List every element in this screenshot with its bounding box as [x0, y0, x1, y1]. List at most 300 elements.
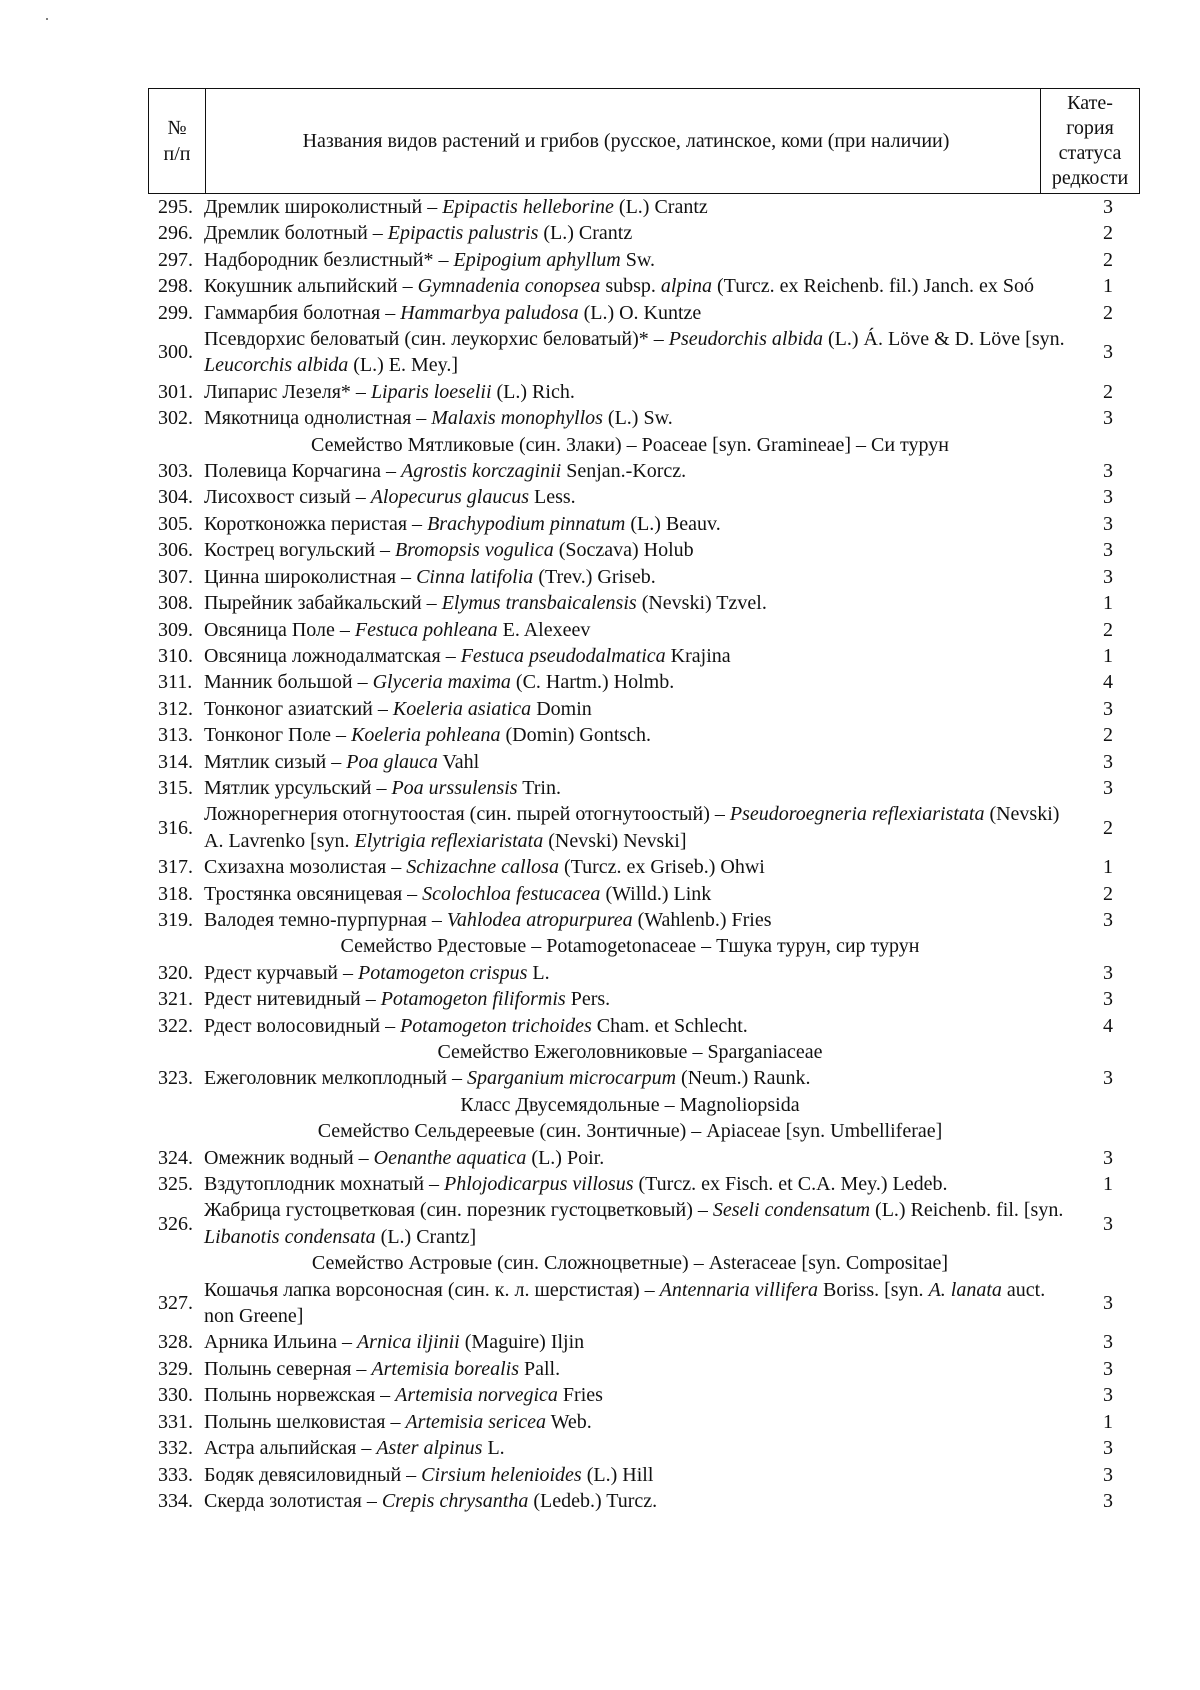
- species-row: [158, 881, 1128, 907]
- species-number: 315.: [158, 776, 193, 799]
- rarity-category: 3: [1103, 1331, 1113, 1354]
- name-text: (L.) Beauv.: [625, 512, 721, 535]
- rarity-category: 3: [1103, 1212, 1113, 1235]
- species-row: [158, 405, 1128, 431]
- latin-name: Potamogeton filiformis: [380, 988, 566, 1011]
- rarity-category: 3: [1103, 697, 1113, 720]
- latin-name: Sparganium microcarpum: [466, 1067, 677, 1090]
- name-text: Pall.: [519, 1357, 561, 1380]
- species-row: [158, 1145, 1128, 1171]
- species-row: [158, 801, 1128, 854]
- rarity-category: 3: [1103, 1146, 1113, 1169]
- species-row: [158, 749, 1128, 775]
- species-number: 295.: [158, 196, 193, 218]
- rarity-category: 1: [1103, 644, 1113, 667]
- species-number: 314.: [158, 750, 193, 773]
- species-number: 307.: [158, 565, 193, 588]
- latin-name: alpina: [660, 275, 713, 298]
- species-row: [158, 1382, 1128, 1408]
- species-name: [204, 749, 1088, 775]
- species-number: 326.: [158, 1212, 193, 1235]
- species-number: 298.: [158, 275, 193, 298]
- species-name: [204, 273, 1088, 299]
- species-row: [158, 300, 1128, 326]
- rarity-category: 3: [1103, 407, 1113, 430]
- rarity-category: 3: [1103, 961, 1113, 984]
- species-name: [204, 1171, 1088, 1197]
- species-name: [204, 564, 1088, 590]
- name-text: Vahl: [437, 750, 480, 773]
- name-text: Схизахна мозолистая –: [204, 856, 407, 879]
- name-text: Мятлик урсульский –: [204, 776, 392, 799]
- species-name: [204, 643, 1088, 669]
- species-number: 300.: [158, 341, 193, 364]
- name-text: Вздутоплодник мохнатый –: [204, 1173, 445, 1196]
- rarity-category: 3: [1103, 486, 1113, 509]
- species-row: [158, 696, 1128, 722]
- name-text: Boriss. [syn.: [817, 1278, 929, 1301]
- name-text: (L.) O. Kuntze: [578, 301, 702, 324]
- name-text: (L.) E. Mey.]: [348, 354, 459, 377]
- latin-name: Scolochloa festucacea: [422, 882, 601, 905]
- rarity-category: 4: [1103, 671, 1113, 694]
- species-name: [204, 326, 1088, 379]
- header-number-label: №: [167, 117, 187, 139]
- rarity-category: 3: [1103, 750, 1113, 773]
- name-text: Тростянка овсяницевая –: [204, 882, 423, 905]
- species-number: 306.: [158, 539, 193, 562]
- name-text: Астра альпийская –: [204, 1437, 377, 1460]
- species-name: [204, 194, 1088, 220]
- species-name: [204, 907, 1088, 933]
- name-text: Рдест волосовидный –: [204, 1014, 401, 1037]
- name-text: (Maguire) Iljin: [459, 1331, 585, 1354]
- header-category-line: редкости: [1051, 167, 1129, 189]
- species-name: [204, 458, 1088, 484]
- species-number: 305.: [158, 512, 193, 535]
- header-number-sublabel: п/п: [163, 143, 191, 165]
- name-text: Cham. et Schlecht.: [591, 1014, 748, 1037]
- species-name: [204, 986, 1088, 1012]
- species-number: 332.: [158, 1437, 193, 1460]
- header-category-line: Кате-: [1067, 92, 1113, 114]
- species-name: [204, 379, 1088, 405]
- name-text: Валодея темно-пурпурная –: [204, 908, 447, 931]
- species-number: 327.: [158, 1291, 193, 1314]
- species-number: 296.: [158, 222, 193, 245]
- name-text: Полынь северная –: [204, 1357, 372, 1380]
- latin-name: Crepis chrysantha: [381, 1489, 529, 1512]
- species-name: [204, 484, 1088, 510]
- species-name: [204, 1329, 1088, 1355]
- species-number: 322.: [158, 1014, 193, 1037]
- name-text: Кострец вогульский –: [204, 539, 396, 562]
- latin-name: Artemisia sericea: [405, 1410, 546, 1433]
- species-number: 299.: [158, 301, 193, 324]
- family-heading: Семейство Сельдереевые (син. Зонтичные) – Apiaceae [syn. Umbelliferae]: [317, 1120, 943, 1143]
- species-number: 308.: [158, 592, 193, 615]
- latin-name: Artemisia borealis: [371, 1357, 519, 1380]
- name-text: Арника Ильина –: [204, 1331, 357, 1354]
- name-text: (Ledeb.) Turcz.: [528, 1489, 658, 1512]
- species-number: 304.: [158, 486, 193, 509]
- species-name: [204, 669, 1088, 695]
- name-text: L.: [482, 1437, 505, 1460]
- species-name: [204, 1382, 1088, 1408]
- rarity-category: 3: [1103, 1067, 1113, 1090]
- species-name: [204, 1356, 1088, 1382]
- family-heading: Семейство Ежеголовниковые – Sparganiaceae: [437, 1041, 823, 1063]
- latin-name: Leucorchis albida: [204, 354, 349, 377]
- latin-name: Festuca pohleana: [354, 618, 498, 641]
- name-text: Манник большой –: [204, 671, 373, 694]
- name-text: Липарис Лезеля* –: [204, 380, 371, 403]
- species-name: [204, 1435, 1088, 1461]
- name-text: (L.) Crantz: [613, 196, 708, 218]
- species-name: [204, 617, 1088, 643]
- species-row: [158, 854, 1128, 880]
- species-row: [158, 247, 1128, 273]
- name-text: Кошачья лапка ворсоносная (син. к. л. шерстистая) –: [204, 1278, 660, 1301]
- name-text: Омежник водный –: [204, 1146, 374, 1169]
- rarity-category: 2: [1103, 724, 1113, 747]
- species-name: [204, 405, 1088, 431]
- species-row: [158, 669, 1128, 695]
- species-name: [204, 220, 1088, 246]
- species-row: [158, 1356, 1128, 1382]
- latin-name: Antennaria villifera: [659, 1278, 818, 1301]
- rarity-category: 3: [1103, 196, 1113, 218]
- name-text: (Neum.) Raunk.: [676, 1067, 811, 1090]
- name-text: (L.) Crantz: [538, 222, 633, 245]
- latin-name: Cirsium helenioides: [421, 1463, 582, 1486]
- name-text: (Domin) Gontsch.: [500, 724, 652, 747]
- name-text: Ложнорегнерия отогнутоостая (син. пырей отогнутоостый) –: [204, 803, 730, 826]
- species-number: 297.: [158, 248, 193, 271]
- rarity-category: 3: [1103, 1291, 1113, 1314]
- species-row: [158, 1171, 1128, 1197]
- rarity-category: 2: [1103, 380, 1113, 403]
- species-name: [204, 1145, 1088, 1171]
- latin-name: Koeleria pohleana: [351, 724, 501, 747]
- latin-name: Vahlodea atropurpurea: [446, 908, 633, 931]
- species-number: 320.: [158, 961, 193, 984]
- species-row: [158, 379, 1128, 405]
- name-text: Тонконог Поле –: [204, 724, 352, 747]
- name-text: (Turcz. ex Reichenb. fil.) Janch. ex Soó: [712, 275, 1034, 298]
- latin-name: Brachypodium pinnatum: [427, 512, 626, 535]
- rarity-category: 3: [1103, 1384, 1113, 1407]
- species-number: 331.: [158, 1410, 193, 1433]
- name-text: (Turcz. ex Fisch. et C.A. Mey.) Ledeb.: [633, 1173, 948, 1196]
- name-text: Рдест курчавый –: [204, 961, 358, 984]
- species-row: [158, 273, 1128, 299]
- family-heading: Семейство Астровые (син. Сложноцветные) – Asteraceae [syn. Compositae]: [311, 1252, 949, 1275]
- species-name: [204, 300, 1088, 326]
- latin-name: Agrostis korczaginii: [401, 460, 562, 483]
- species-row: [158, 1329, 1128, 1355]
- name-text: Овсяница Поле –: [204, 618, 355, 641]
- species-name: [204, 1013, 1088, 1039]
- species-number: 311.: [158, 671, 193, 694]
- name-text: Senjan.-Korcz.: [561, 460, 687, 483]
- species-name: [204, 1197, 1088, 1250]
- species-name: [204, 1409, 1088, 1435]
- species-number: 302.: [158, 407, 193, 430]
- latin-name: Epipactis palustris: [387, 222, 539, 245]
- latin-name: Glyceria maxima: [372, 671, 511, 694]
- species-number: 325.: [158, 1173, 193, 1196]
- species-number: 329.: [158, 1357, 193, 1380]
- species-number: 333.: [158, 1463, 193, 1486]
- latin-name: A. lanata: [928, 1278, 1002, 1301]
- species-row: [158, 1277, 1128, 1330]
- rarity-category: 1: [1103, 275, 1113, 298]
- name-text: (L.) Reichenb. fil. [syn.: [870, 1199, 1064, 1222]
- latin-name: Cinna latifolia: [416, 565, 534, 588]
- species-row: [158, 1409, 1128, 1435]
- species-number: 312.: [158, 697, 193, 720]
- rarity-category: 3: [1103, 988, 1113, 1011]
- rarity-category: 2: [1103, 301, 1113, 324]
- species-number: 309.: [158, 618, 193, 641]
- name-text: (L.) Poir.: [526, 1146, 605, 1169]
- species-number: 321.: [158, 988, 193, 1011]
- rarity-category: 2: [1103, 618, 1113, 641]
- species-row: [158, 537, 1128, 563]
- latin-name: Poa urssulensis: [391, 776, 518, 799]
- name-text: (Turcz. ex Griseb.) Ohwi: [558, 856, 765, 879]
- species-row: [158, 986, 1128, 1012]
- name-text: Мякотница однолистная –: [204, 407, 432, 430]
- name-text: Fries: [557, 1384, 603, 1407]
- latin-name: Festuca pseudodalmatica: [460, 644, 666, 667]
- latin-name: Libanotis condensata: [204, 1225, 376, 1248]
- species-name: [204, 511, 1088, 537]
- name-text: Коротконожка перистая –: [204, 512, 428, 535]
- species-name: [204, 854, 1088, 880]
- species-number: 313.: [158, 724, 193, 747]
- rarity-category: 1: [1103, 1173, 1113, 1196]
- latin-name: Oenanthe aquatica: [373, 1146, 527, 1169]
- latin-name: Liparis loeselii: [370, 380, 492, 403]
- species-row: [158, 220, 1128, 246]
- family-heading: Семейство Мятликовые (син. Злаки) – Poaceae [syn. Gramineae] – Си турун: [311, 433, 949, 456]
- species-name: [204, 801, 1088, 854]
- name-text: (L.) Hill: [581, 1463, 654, 1486]
- species-number: 319.: [158, 908, 193, 931]
- name-text: (L.) Sw.: [602, 407, 673, 430]
- latin-name: Potamogeton trichoides: [400, 1014, 592, 1037]
- table-header: [148, 88, 1140, 194]
- latin-name: Epipogium aphyllum: [453, 248, 621, 271]
- species-name: [204, 881, 1088, 907]
- name-text: (Nevski) Tzvel.: [636, 592, 767, 615]
- latin-name: Aster alpinus: [376, 1437, 483, 1460]
- species-name: [204, 537, 1088, 563]
- species-row: [158, 484, 1128, 510]
- name-text: Domin: [531, 697, 592, 720]
- species-row: [158, 960, 1128, 986]
- species-row: [158, 775, 1128, 801]
- name-text: Ежеголовник мелкоплодный –: [204, 1067, 467, 1090]
- species-name: [204, 696, 1088, 722]
- rarity-category: 3: [1103, 776, 1113, 799]
- rarity-category: 2: [1103, 882, 1113, 905]
- name-text: Web.: [546, 1410, 592, 1433]
- rarity-category: 3: [1103, 539, 1113, 562]
- name-text: Дремлик широколистный –: [204, 196, 443, 218]
- species-number: 317.: [158, 856, 193, 879]
- species-row: [158, 511, 1128, 537]
- name-text: (Wahlenb.) Fries: [632, 908, 772, 931]
- species-list: [158, 194, 1128, 1514]
- species-row: [158, 1488, 1128, 1514]
- latin-name: Alopecurus glaucus: [370, 486, 530, 509]
- latin-name: Arnica iljinii: [356, 1331, 460, 1354]
- latin-name: Artemisia norvegica: [395, 1384, 558, 1407]
- name-text: Цинна широколистная –: [204, 565, 417, 588]
- name-text: Полевица Корчагина –: [204, 460, 402, 483]
- header-category-line: гория: [1066, 117, 1114, 139]
- species-name: [204, 247, 1088, 273]
- name-text: Мятлик сизый –: [204, 750, 347, 773]
- header-title-cell: [206, 89, 1041, 193]
- latin-name: Koeleria asiatica: [392, 697, 532, 720]
- rarity-category: 3: [1103, 1463, 1113, 1486]
- species-name: [204, 1462, 1088, 1488]
- name-text: (Nevski) A. Lavrenko [syn.: [204, 803, 1060, 852]
- name-text: L.: [527, 961, 550, 984]
- header-title: Названия видов растений и грибов (русское, латинское, коми (при наличии): [302, 129, 950, 152]
- species-name: [204, 960, 1088, 986]
- name-text: Дремлик болотный –: [204, 222, 388, 245]
- species-row: [158, 1197, 1128, 1250]
- species-row: [158, 458, 1128, 484]
- species-number: 303.: [158, 460, 193, 483]
- rarity-category: 1: [1103, 1410, 1113, 1433]
- species-row: [158, 194, 1128, 220]
- species-row: [158, 1013, 1128, 1039]
- rarity-category: 3: [1103, 565, 1113, 588]
- species-number: 301.: [158, 380, 193, 403]
- species-row: [158, 617, 1128, 643]
- rarity-category: 3: [1103, 1489, 1113, 1512]
- species-number: 323.: [158, 1067, 193, 1090]
- species-row: [158, 1462, 1128, 1488]
- latin-name: Pseudoroegneria reflexiaristata: [729, 803, 985, 826]
- latin-name: Schizachne callosa: [406, 856, 559, 879]
- rarity-category: 3: [1103, 512, 1113, 535]
- rarity-category: 3: [1103, 1357, 1113, 1380]
- name-text: (L.) Á. Löve & D. Löve [syn.: [823, 328, 1065, 351]
- name-text: Pers.: [565, 988, 611, 1011]
- species-row: [158, 643, 1128, 669]
- latin-name: Bromopsis vogulica: [395, 539, 554, 562]
- name-text: Скерда золотистая –: [204, 1489, 382, 1512]
- name-text: Sw.: [620, 248, 655, 271]
- name-text: Псевдорхис беловатый (син. леукорхис беловатый)* –: [204, 328, 669, 351]
- latin-name: Elytrigia reflexiaristata: [354, 829, 544, 852]
- species-row: [158, 564, 1128, 590]
- family-heading: Семейство Рдестовые – Potamogetonaceae – Тшука турун, сир турун: [340, 935, 920, 958]
- scan-speck: [46, 18, 48, 20]
- rarity-category: 3: [1103, 1437, 1113, 1460]
- name-text: Less.: [529, 486, 576, 509]
- name-text: auct. non Greene]: [204, 1278, 1046, 1328]
- species-number: 328.: [158, 1331, 193, 1354]
- species-number: 330.: [158, 1384, 193, 1407]
- name-text: Пырейник забайкальский –: [204, 592, 442, 615]
- name-text: (Trev.) Griseb.: [533, 565, 656, 588]
- name-text: (Soczava) Holub: [553, 539, 694, 562]
- latin-name: Pseudorchis albida: [668, 328, 824, 351]
- name-text: (Willd.) Link: [600, 882, 712, 905]
- latin-name: Epipactis helleborine: [442, 196, 614, 218]
- name-text: Тонконог азиатский –: [204, 697, 393, 720]
- species-number: 316.: [158, 816, 193, 839]
- species-row: [158, 1435, 1128, 1461]
- name-text: Полынь норвежская –: [204, 1384, 396, 1407]
- latin-name: Malaxis monophyllos: [431, 407, 603, 430]
- name-text: subsp.: [600, 275, 661, 298]
- name-text: (L.) Rich.: [491, 380, 575, 403]
- name-text: Рдест нитевидный –: [204, 988, 381, 1011]
- species-row: [158, 722, 1128, 748]
- rarity-category: 1: [1103, 856, 1113, 879]
- name-text: Кокушник альпийский –: [204, 275, 418, 298]
- species-row: [158, 326, 1128, 379]
- name-text: (C. Hartm.) Holmb.: [510, 671, 675, 694]
- header-category-line: статуса: [1058, 142, 1122, 164]
- species-row: [158, 907, 1128, 933]
- header-category-cell: [1041, 89, 1139, 193]
- rarity-category: 3: [1103, 908, 1113, 931]
- name-text: Надбородник безлистный* –: [204, 248, 454, 271]
- name-text: E. Alexeev: [497, 618, 591, 641]
- species-name: [204, 775, 1088, 801]
- latin-name: Seseli condensatum: [712, 1199, 871, 1222]
- species-name: [204, 1488, 1088, 1514]
- rarity-category: 2: [1103, 816, 1113, 839]
- rarity-category: 3: [1103, 460, 1113, 483]
- rarity-category: 1: [1103, 592, 1113, 615]
- name-text: Гаммарбия болотная –: [204, 301, 401, 324]
- species-number: 334.: [158, 1489, 193, 1512]
- name-text: Жабрица густоцветковая (син. порезник густоцветковый) –: [204, 1199, 713, 1222]
- latin-name: Phlojodicarpus villosus: [444, 1173, 634, 1196]
- latin-name: Poa glauca: [346, 750, 438, 773]
- name-text: (Nevski) Nevski]: [543, 829, 687, 852]
- species-name: [204, 1277, 1088, 1330]
- species-number: 310.: [158, 644, 193, 667]
- species-row: [158, 590, 1128, 616]
- name-text: Полынь шелковистая –: [204, 1410, 406, 1433]
- family-heading: Класс Двусемядольные – Magnoliopsida: [460, 1093, 800, 1116]
- species-name: [204, 722, 1088, 748]
- latin-name: Potamogeton crispus: [357, 961, 528, 984]
- name-text: Овсяница ложнодалматская –: [204, 644, 461, 667]
- species-number: 324.: [158, 1146, 193, 1169]
- latin-name: Elymus transbaicalensis: [441, 592, 637, 615]
- name-text: Trin.: [517, 776, 561, 799]
- rarity-category: 3: [1103, 341, 1113, 364]
- name-text: Krajina: [665, 644, 731, 667]
- species-name: [204, 1065, 1088, 1091]
- latin-name: Hammarbya paludosa: [400, 301, 579, 324]
- name-text: Бодяк девясиловидный –: [204, 1463, 422, 1486]
- rarity-category: 2: [1103, 222, 1113, 245]
